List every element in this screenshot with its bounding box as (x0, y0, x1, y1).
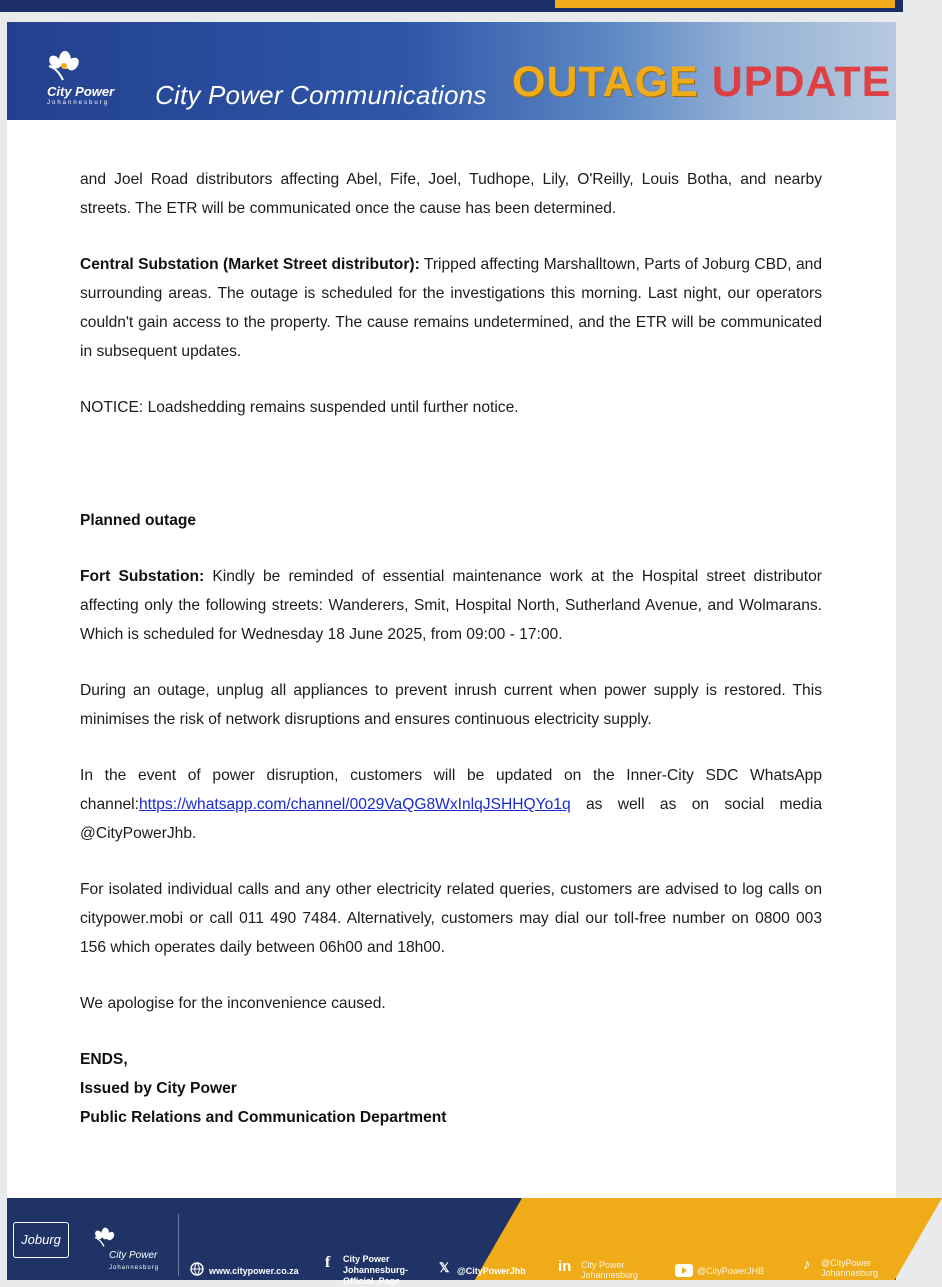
footer-divider (178, 1214, 179, 1276)
tiktok-icon: ♪ (803, 1256, 811, 1273)
header-banner (7, 22, 896, 120)
central-substation-text: Tripped affecting Marshalltown, Parts of Joburg CBD, and surrounding areas. The outage is scheduled for the investigations this morning. Last night, our operators couldn't gain access to the property. The cause remains undetermined, and the ETR will be communicated in subsequent updates. (80, 256, 822, 360)
whatsapp-channel-link[interactable]: https://whatsapp.com/channel/0029VaQG8WxInlqJSHHQYo1q (138, 796, 571, 813)
city-power-logo (21, 50, 131, 112)
footer-tiktok[interactable]: @CityPower Johannesburg (821, 1258, 879, 1278)
flower-logo-icon (43, 50, 83, 84)
logo-sub: Johannesburg (47, 100, 110, 106)
footer-banner (7, 1198, 896, 1286)
central-substation-label: Central Substation (Market Street distributor): (80, 256, 420, 273)
document-body (80, 165, 822, 1132)
notice-loadshedding: NOTICE: Loadshedding remains suspended until further notice. (80, 399, 519, 416)
paragraph-contact: For isolated individual calls and any other electricity related queries, customers are advised to log calls on citypower.mobi or call 011 490 7484. Alternatively, customers may dial our toll-free number on 0800 003 156 which operates daily between 06h00 and 18h00. (80, 881, 822, 956)
header-title: City Power Communications (155, 80, 487, 110)
footer-facebook[interactable]: City Power Johannesburg-Official_Page (343, 1254, 409, 1286)
sign-off-ends-text: ENDS, (80, 1051, 128, 1068)
linkedin-icon: in (558, 1258, 572, 1275)
sign-off-department (80, 1103, 822, 1132)
paragraph-central-substation (80, 250, 822, 366)
footer-website[interactable]: www.citypower.co.za (209, 1266, 299, 1276)
top-strip-gold (555, 0, 895, 8)
top-strip (0, 0, 903, 12)
banner-word-outage: OUTAGE (512, 58, 699, 106)
planned-outage-heading-text: Planned outage (80, 512, 197, 529)
outage-update-banner (512, 58, 891, 107)
fort-substation-label: Fort Substation: (80, 568, 205, 585)
footer-logo-name: City Power (109, 1250, 158, 1261)
facebook-icon: f (325, 1254, 331, 1271)
planned-outage-heading (80, 506, 822, 535)
whatsapp-pre-text: In the event of power disruption, customers will be updated on the Inner-City SDC WhatsApp channel: (80, 767, 822, 813)
footer-youtube[interactable]: @CityPowerJHB (697, 1266, 765, 1276)
youtube-icon (675, 1264, 693, 1279)
sign-off-issued-by-text: Issued by City Power (80, 1080, 237, 1097)
sign-off-department-text: Public Relations and Communication Department (80, 1109, 447, 1126)
footer-x-handle[interactable]: @CityPowerJhb (457, 1266, 526, 1276)
paragraph-unplug-advice: During an outage, unplug all appliances to prevent inrush current when power supply is restored. This minimises the risk of network disruptions and ensures continuous electricity supply. (80, 682, 822, 728)
footer-linkedin[interactable]: City Power Johannesburg (581, 1260, 639, 1280)
paragraph-apology: We apologise for the inconvenience caused. (80, 995, 386, 1012)
fort-substation-text: Kindly be reminded of essential maintenance work at the Hospital street distributor affecting only the following streets: Wanderers, Smit, Hospital North, Sutherland Avenue, and Wolmarans. Which is scheduled for Wednesday 18 June 2025, from 09:00 - 17:00. (80, 568, 822, 643)
sign-off-ends (80, 1045, 822, 1074)
globe-icon (190, 1262, 204, 1278)
sign-off-issued-by (80, 1074, 822, 1103)
footer-city-power-logo (91, 1226, 171, 1273)
document-page (7, 22, 896, 1286)
logo-name: City Power (47, 84, 115, 99)
joburg-logo: Joburg (13, 1222, 69, 1258)
whatsapp-post-text: as well as on social media @CityPowerJhb. (80, 796, 822, 842)
paragraph-joel-road: and Joel Road distributors affecting Abel, Fife, Joel, Tudhope, Lily, O'Reilly, Louis Botha, and nearby streets. The ETR will be communicated once the cause has been determined. (80, 171, 822, 217)
paragraph-whatsapp (80, 761, 822, 848)
footer-flower-icon (91, 1226, 117, 1250)
banner-word-update: UPDATE (711, 58, 892, 106)
footer-logo-sub: Johannesburg (109, 1265, 160, 1271)
x-icon: 𝕏 (439, 1260, 450, 1275)
paragraph-fort-substation (80, 562, 822, 649)
